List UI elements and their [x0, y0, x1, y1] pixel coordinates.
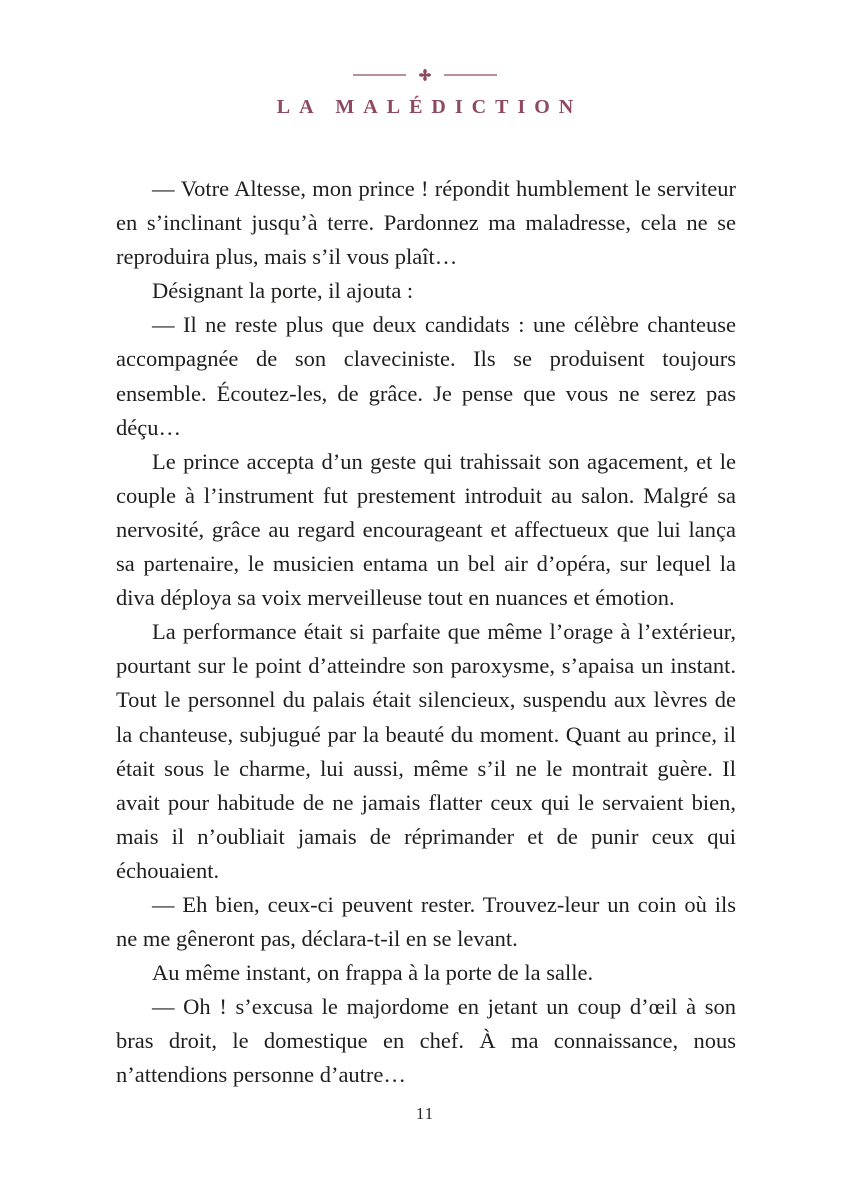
chapter-title: LA MALÉDICTION [276, 96, 583, 118]
paragraph-dialogue-2: — Il ne reste plus que deux candidats : une célèbre chanteuse accompagnée de son claveciniste. Ils se produisent toujours ensemble. Écoutez-les, de grâce. Je pense que vous ne serez pas déçu… [116, 312, 736, 440]
paragraph-dialogue-4: — Oh ! s’excusa le majordome en jetant un coup d’œil à son bras droit, le domestique en chef. À ma connaissance, nous n’attendions personne d’autre… [116, 994, 736, 1088]
chapter-header [0, 68, 850, 119]
paragraph-narration-4: Au même instant, on frappa à la porte de la salle. [152, 960, 594, 986]
page-number: 11 [415, 1104, 435, 1123]
page-footer [0, 1104, 850, 1124]
ornament-divider [0, 68, 850, 81]
page-body [116, 172, 736, 1093]
flower-ornament-icon [419, 69, 431, 81]
paragraph-narration-2: Le prince accepta d’un geste qui trahissait son agacement, et le couple à l’instrument fut prestement introduit au salon. Malgré sa nervosité, grâce au regard encourageant et affectueux que lui lança sa partenaire, le musicien entama un bel air d’opéra, sur lequel la diva déploya sa voix merveilleuse tout en nuances et émotion. [116, 448, 736, 611]
paragraph-dialogue-1: — Votre Altesse, mon prince ! répondit humblement le serviteur en s’inclinant jusqu’à terre. Pardonnez ma maladresse, cela ne se reproduira plus, mais s’il vous plaît… [116, 176, 736, 270]
paragraph-narration-3: La performance était si parfaite que même l’orage à l’extérieur, pourtant sur le point d’atteindre son paroxysme, s’apaisa un instant. Tout le personnel du palais était silencieux, suspendu aux lèvres de la chanteuse, subjugué par la beauté du moment. Quant au prince, il était sous le charme, lui aussi, même s’il ne le montrait guère. Il avait pour habitude de ne jamais flatter ceux qui le servaient bien, mais il n’oubliait jamais de réprimander et de punir ceux qui échouaient. [116, 619, 736, 883]
paragraph-dialogue-3: — Eh bien, ceux-ci peuvent rester. Trouvez-leur un coin où ils ne me gêneront pas, déclara-t-il en se levant. [116, 891, 736, 952]
ornament-rule-left [353, 74, 406, 76]
paragraph-narration-1: Désignant la porte, il ajouta : [152, 278, 414, 304]
ornament-rule-right [444, 74, 497, 76]
